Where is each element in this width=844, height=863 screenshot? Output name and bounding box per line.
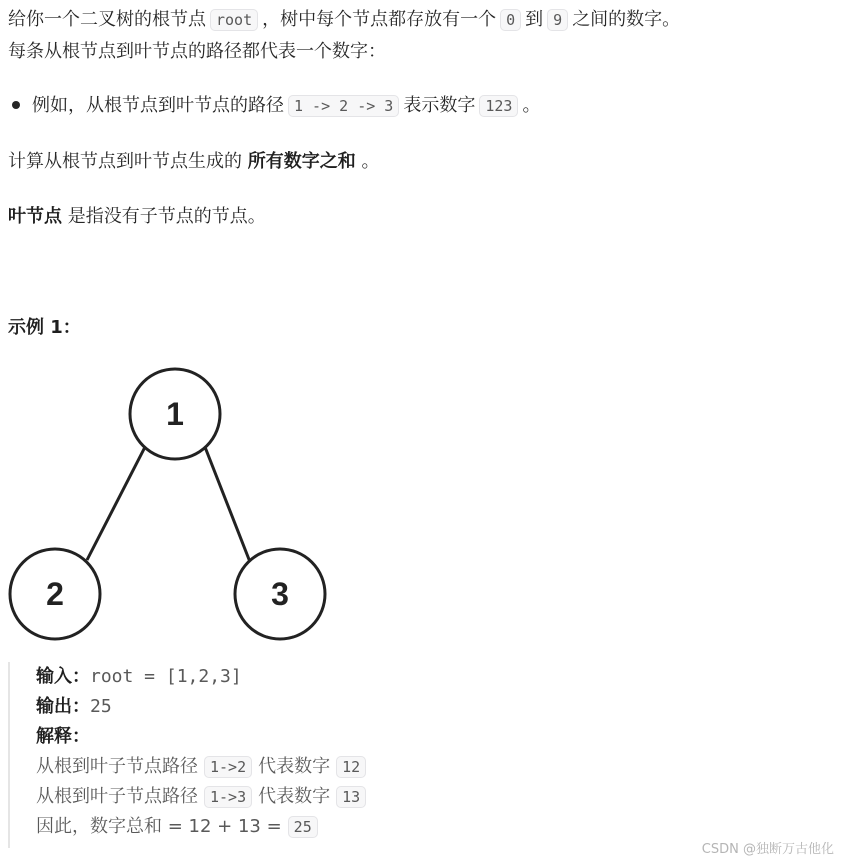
description-paragraph-2: 每条从根节点到叶节点的路径都代表一个数字： xyxy=(8,41,386,62)
explain-path-line-2 xyxy=(36,782,428,812)
description-paragraph-4 xyxy=(8,202,266,232)
example-output-line xyxy=(36,692,428,722)
watermark: CSDN @独断万古他化 xyxy=(701,842,834,857)
p4-bold-leaf: 叶节点 xyxy=(8,206,62,227)
line2-text-a: 从根到叶子节点路径 xyxy=(36,786,198,807)
explain-path-line-1 xyxy=(36,752,428,782)
line3-text-a: 因此，数字总和 = 12 + 13 = xyxy=(36,816,282,837)
p1-text-d: 之间的数字。 xyxy=(572,9,681,30)
p3-text-a: 计算从根节点到叶节点生成的 xyxy=(8,151,242,172)
line1-text-a: 从根到叶子节点路径 xyxy=(36,756,198,777)
tree-edge-left xyxy=(87,447,145,560)
p3-bold-sum: 所有数字之和 xyxy=(247,151,356,172)
code-zero: 0 xyxy=(500,9,521,31)
code-nine: 9 xyxy=(547,9,568,31)
p1-text-b: ，树中每个节点都存放有一个 xyxy=(262,9,497,30)
p1-text-a: 给你一个二叉树的根节点 xyxy=(8,9,206,30)
output-label: 输出： xyxy=(36,696,90,717)
line1-path-code: 1->2 xyxy=(204,756,252,778)
bullet-text-c: 。 xyxy=(522,95,541,116)
output-value: 25 xyxy=(90,696,112,717)
tree-edge-right xyxy=(205,447,250,562)
explain-label: 解释： xyxy=(36,726,90,747)
line2-path-code: 1->3 xyxy=(204,786,252,808)
line1-number-code: 12 xyxy=(336,756,366,778)
input-value: root = [1,2,3] xyxy=(90,666,242,687)
input-label: 输入： xyxy=(36,666,90,687)
line1-text-b: 代表数字 xyxy=(258,756,331,777)
example-input-line xyxy=(36,662,428,692)
bullet-text-b: 表示数字 xyxy=(403,95,476,116)
code-number-example: 123 xyxy=(479,95,518,117)
code-path-example: 1 -> 2 -> 3 xyxy=(288,95,399,117)
description-paragraph-3 xyxy=(8,147,379,177)
line2-number-code: 13 xyxy=(336,786,366,808)
code-root: root xyxy=(210,9,258,31)
p3-text-b: 。 xyxy=(361,151,380,172)
binary-tree-diagram xyxy=(0,360,340,645)
example-title: 示例 1： xyxy=(8,317,81,338)
tree-node-root-label: 1 xyxy=(166,396,184,432)
p4-text-a: 是指没有子节点的节点。 xyxy=(67,206,266,227)
tree-node-left-label: 2 xyxy=(46,576,64,612)
explain-sum-line xyxy=(36,812,428,842)
tree-node-right-label: 3 xyxy=(271,576,289,612)
bullet-dot xyxy=(12,101,20,109)
description-bullet-item xyxy=(8,91,540,121)
bullet-text-a: 例如，从根节点到叶节点的路径 xyxy=(32,95,284,116)
description-paragraph-1 xyxy=(8,5,680,35)
p1-text-c: 到 xyxy=(525,9,544,30)
line3-sum-code: 25 xyxy=(288,816,318,838)
line2-text-b: 代表数字 xyxy=(258,786,331,807)
example-io-block xyxy=(8,662,428,848)
example-explain-line xyxy=(36,722,428,752)
